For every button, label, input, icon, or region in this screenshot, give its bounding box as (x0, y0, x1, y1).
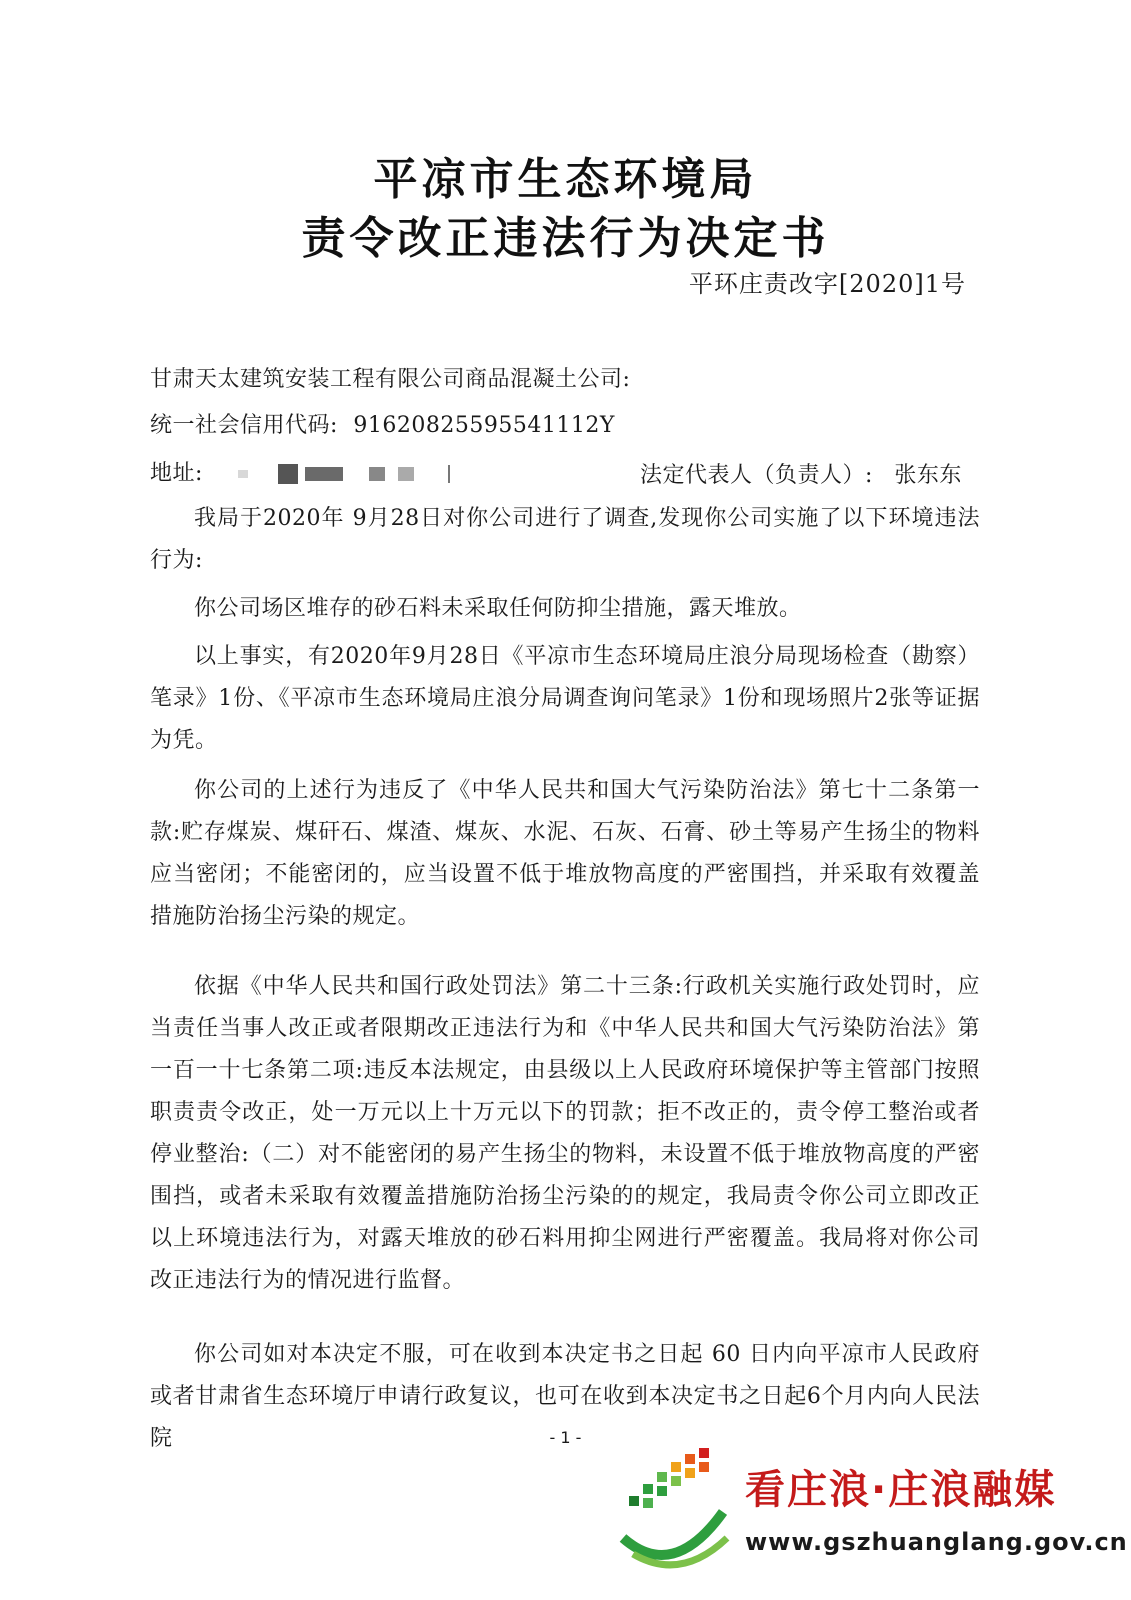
watermark-logo (615, 1440, 1131, 1600)
paragraph-decision: 依据《中华人民共和国行政处罚法》第二十三条:行政机关实施行政处罚时，应当责任当事人改正或者限期改正违法行为和《中华人民共和国大气污染防治法》第一百一十七条第二项:违反本法规定，由县级以上人民政府环境保护等主管部门按照职责责令改正，处一万元以上十万元以下的罚款；拒不改正的，责令停工整治或者停业整治:（二）对不能密闭的易产生扬尘的物料，未设置不低于堆放物高度的严密围挡，或者未采取有效覆盖措施防治扬尘污染的的规定，我局责令你公司立即改正以上环境违法行为，对露天堆放的砂石料用抑尘网进行严密覆盖。我局将对你公司改正违法行为的情况进行监督。 (150, 974, 980, 1293)
paragraph-evidence: 以上事实，有2020年9月28日《平凉市生态环境局庄浪分局现场检查（勘察）笔录》1份、《平凉市生态环境局庄浪分局调查询问笔录》1份和现场照片2张等证据为凭。 (150, 644, 980, 753)
document-title: 责令改正违法行为决定书 (301, 213, 830, 264)
credit-code-label: 统一社会信用代码: (150, 413, 338, 438)
watermark-brand: 看庄浪·庄浪融媒 (745, 1467, 1057, 1513)
address-redacted (238, 461, 450, 486)
document-number: 平环庄责改字[2020]1号 (688, 270, 966, 298)
address-row (150, 456, 450, 487)
credit-code-value: 91620825595541112Y (353, 413, 615, 438)
page-number: - 1 - (549, 1428, 582, 1447)
paragraph-violation: 你公司场区堆存的砂石料未采取任何防抑尘措施，露天堆放。 (194, 596, 802, 621)
legal-rep-label: 法定代表人（负责人）: (640, 463, 873, 488)
recipient-company: 甘肃天太建筑安装工程有限公司商品混凝土公司: (150, 367, 631, 392)
zhuanglang-logo-icon (615, 1442, 735, 1572)
legal-rep-name: 张东东 (894, 463, 962, 488)
paragraph-appeal: 你公司如对本决定不服，可在收到本决定书之日起 60 日内向平凉市人民政府或者甘肃省生态环境厅申请行政复议，也可在收到本决定书之日起6个月内向人民法院 (150, 1342, 980, 1451)
credit-code-row (150, 408, 615, 439)
issuer-title: 平凉市生态环境局 (373, 154, 758, 205)
watermark-url: www.gszhuanglang.gov.cn (745, 1528, 1128, 1556)
paragraph-legal-basis: 你公司的上述行为违反了《中华人民共和国大气污染防治法》第七十二条第一款:贮存煤炭、煤矸石、煤渣、煤灰、水泥、石灰、石膏、砂土等易产生扬尘的物料应当密闭；不能密闭的，应当设置不低于堆放物高度的严密围挡，并采取有效覆盖措施防治扬尘污染的规定。 (150, 778, 980, 929)
legal-rep-row (640, 458, 962, 489)
address-label: 地址: (150, 461, 203, 486)
paragraph-investigation: 我局于2020年 9月28日对你公司进行了调查,发现你公司实施了以下环境违法行为: (150, 506, 980, 573)
